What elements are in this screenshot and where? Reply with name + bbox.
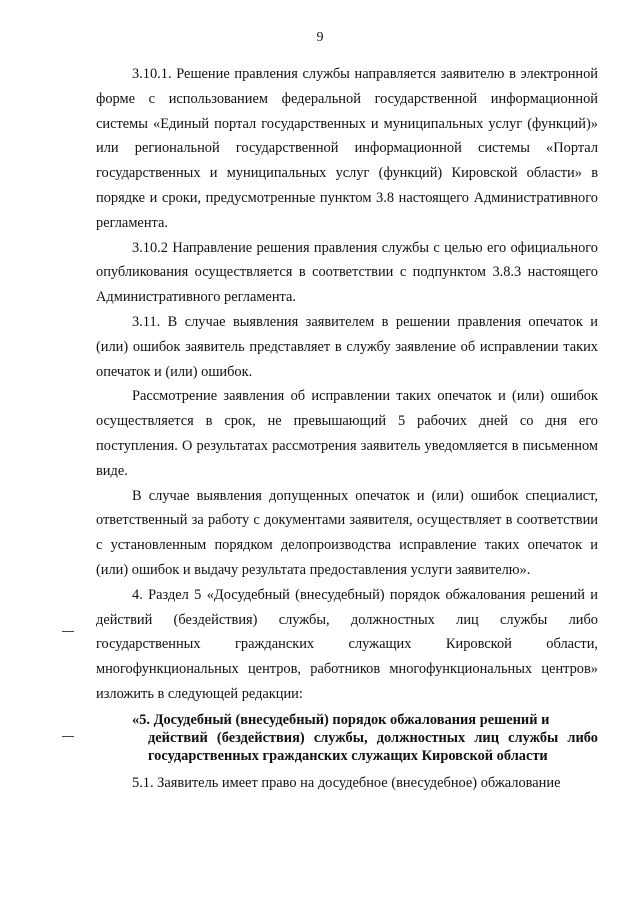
margin-mark [62,736,74,737]
document-body [96,62,598,796]
paragraph-3-11: 3.11. В случае выявления заявителем в решении правления опечаток и (или) ошибок заявитель представляет в службу заявление об исправлении таких опечаток и (или) ошибок. [96,313,598,380]
paragraph-3-10-1: 3.10.1. Решение правления службы направляется заявителю в электронной форме с использованием федеральной государственной информационной системы «Единый портал государственных и муниципальных услуг (функций)» или региональной государственной информационной системы «Портал государственных и муниципальных услуг (функций) Кировской области» в порядке и сроки, предусмотренные пунктом 3.8 настоящего Административного регламента. [96,66,598,231]
margin-mark [62,631,74,632]
section-5-heading-rest: действий (бездействия) службы, должностных лиц службы либо государственных гражданских служащих Кировской области [148,729,598,764]
page-number: 9 [316,30,324,45]
paragraph-5-1: 5.1. Заявитель имеет право на досудебное (внесудебное) обжалование [132,774,561,791]
paragraph-3-10-2: 3.10.2 Направление решения правления службы с целью его официального опубликования осуществляется в соответствии с подпунктом 3.8.3 настоящего Административного регламента. [96,239,598,306]
section-5-heading [96,711,598,765]
paragraph-section-5-amendment: 4. Раздел 5 «Досудебный (внесудебный) порядок обжалования решений и действий (бездействия) службы, должностных лиц службы либо государственных гражданских служащих Кировской области, многофункциональных центров, работников многофункциональных центров» изложить в следующей редакции: [96,586,598,702]
paragraph-review-term: Рассмотрение заявления об исправлении таких опечаток и (или) ошибок осуществляется в срок, не превышающий 5 рабочих дней со дня его поступления. О результатах рассмотрения заявитель уведомляется в письменном виде. [96,388,598,479]
section-5-heading-first-line: «5. Досудебный (внесудебный) порядок обжалования решений и [132,711,550,728]
paragraph-error-correction: В случае выявления допущенных опечаток и (или) ошибок специалист, ответственный за работу с документами заявителя, осуществляет в соответствии с установленным порядком делопроизводства исправление таких опечаток и (или) ошибок и выдачу результата предоставления услуги заявителю». [96,487,598,578]
